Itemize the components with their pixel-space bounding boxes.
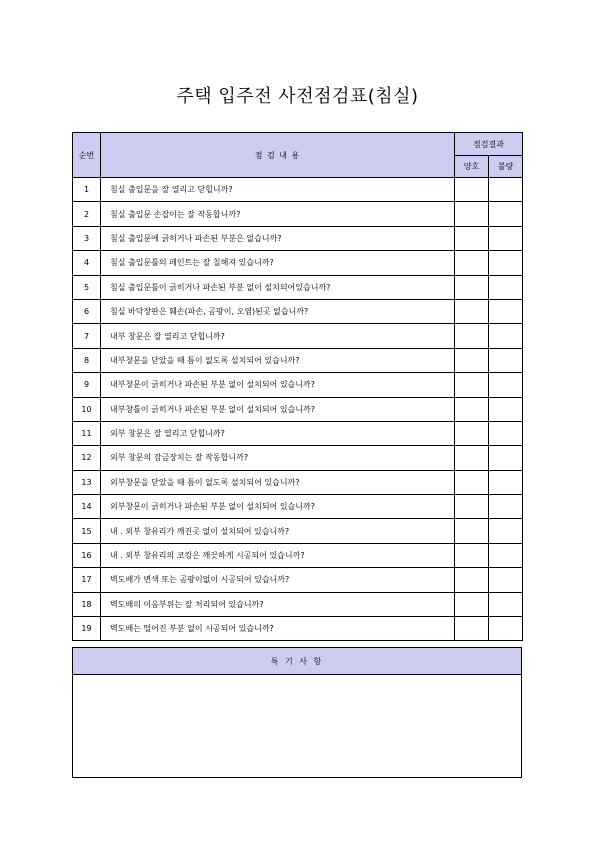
good-check-cell[interactable] [455,421,489,445]
good-check-cell[interactable] [455,324,489,348]
header-result: 점검결과 [455,133,523,156]
row-number: 9 [73,373,101,397]
good-check-cell[interactable] [455,543,489,567]
table-row [73,543,523,567]
table-row [73,275,523,299]
row-content: 벽도배가 변색 또는 곰팡이없이 시공되어 있습니까? [101,568,455,592]
table-row [73,202,523,226]
bad-check-cell[interactable] [489,470,523,494]
table-row [73,519,523,543]
row-content: 침실 출입문틀의 페인트는 잘 칠해져 있습니까? [101,251,455,275]
row-number: 13 [73,470,101,494]
bad-check-cell[interactable] [489,202,523,226]
table-row [73,373,523,397]
bad-check-cell[interactable] [489,495,523,519]
bad-check-cell[interactable] [489,617,523,641]
row-content: 침실 출입문을 잘 열리고 닫힙니까? [101,178,455,202]
row-content: 침실 출입문에 긁히거나 파손된 부분은 없습니까? [101,226,455,250]
row-content: 침실 출입문틀이 긁히거나 파손된 부분 없이 설치되어있습니까? [101,275,455,299]
good-check-cell[interactable] [455,592,489,616]
row-content: 내 . 외부 창유리가 깨진곳 없이 설치되어 있습니까? [101,519,455,543]
row-number: 7 [73,324,101,348]
good-check-cell[interactable] [455,617,489,641]
bad-check-cell[interactable] [489,373,523,397]
good-check-cell[interactable] [455,446,489,470]
row-number: 5 [73,275,101,299]
row-number: 15 [73,519,101,543]
table-row [73,446,523,470]
bad-check-cell[interactable] [489,226,523,250]
row-content: 침실 출입문 손잡이는 잘 작동합니까? [101,202,455,226]
good-check-cell[interactable] [455,373,489,397]
bad-check-cell[interactable] [489,397,523,421]
table-row [73,617,523,641]
table-row [73,592,523,616]
row-number: 1 [73,178,101,202]
bad-check-cell[interactable] [489,275,523,299]
good-check-cell[interactable] [455,495,489,519]
notes-field[interactable] [73,675,522,778]
bad-check-cell[interactable] [489,446,523,470]
row-number: 19 [73,617,101,641]
row-content: 내부창문이 긁히거나 파손된 부분 없이 설치되어 있습니까? [101,373,455,397]
good-check-cell[interactable] [455,397,489,421]
row-number: 11 [73,421,101,445]
table-row [73,421,523,445]
good-check-cell[interactable] [455,568,489,592]
bad-check-cell[interactable] [489,251,523,275]
bad-check-cell[interactable] [489,592,523,616]
table-row [73,495,523,519]
good-check-cell[interactable] [455,470,489,494]
header-content: 점 검 내 용 [101,133,455,178]
bad-check-cell[interactable] [489,568,523,592]
row-content: 내 . 외부 창유리의 코킹은 깨끗하게 시공되어 있습니까? [101,543,455,567]
table-row [73,397,523,421]
row-number: 4 [73,251,101,275]
row-number: 8 [73,348,101,372]
good-check-cell[interactable] [455,348,489,372]
bad-check-cell[interactable] [489,519,523,543]
table-row [73,470,523,494]
bad-check-cell[interactable] [489,421,523,445]
table-row [73,226,523,250]
header-number: 순번 [73,133,101,178]
notes-table [72,647,522,778]
notes-header: 특 기 사 항 [73,648,522,675]
row-number: 12 [73,446,101,470]
row-number: 16 [73,543,101,567]
table-row [73,348,523,372]
header-good: 양호 [455,156,489,178]
bad-check-cell[interactable] [489,299,523,323]
row-number: 6 [73,299,101,323]
inspection-table [72,132,523,641]
table-row [73,178,523,202]
row-number: 17 [73,568,101,592]
table-row [73,324,523,348]
header-bad: 불량 [489,156,523,178]
table-body [73,178,523,641]
row-number: 10 [73,397,101,421]
good-check-cell[interactable] [455,275,489,299]
good-check-cell[interactable] [455,226,489,250]
good-check-cell[interactable] [455,299,489,323]
table-row [73,299,523,323]
row-content: 외부창문을 닫았을 때 틈이 없도록 설치되어 있습니까? [101,470,455,494]
row-content: 벽도배는 떨어진 부분 없이 시공되어 있습니까? [101,617,455,641]
row-number: 18 [73,592,101,616]
row-content: 외부 창문의 잠금장치는 잘 작동합니까? [101,446,455,470]
row-content: 벽도배의 이음부위는 잘 처리되어 있습니까? [101,592,455,616]
row-content: 내부창문을 닫았을 때 틈이 없도록 설치되어 있습니까? [101,348,455,372]
row-number: 2 [73,202,101,226]
good-check-cell[interactable] [455,251,489,275]
bad-check-cell[interactable] [489,324,523,348]
row-content: 외부창문이 긁히거나 파손된 부분 없이 설치되어 있습니까? [101,495,455,519]
page-title: 주택 입주전 사전점검표(침실) [176,86,419,107]
table-row [73,251,523,275]
row-content: 외부 창문은 잘 열리고 닫힙니까? [101,421,455,445]
row-content: 침실 바닥장판은 훼손(파손, 곰팡이, 오염)된곳 없습니까? [101,299,455,323]
good-check-cell[interactable] [455,202,489,226]
row-content: 내부 창문은 잘 열리고 닫힙니까? [101,324,455,348]
good-check-cell[interactable] [455,519,489,543]
bad-check-cell[interactable] [489,348,523,372]
bad-check-cell[interactable] [489,543,523,567]
bad-check-cell[interactable] [489,178,523,202]
table-row [73,568,523,592]
row-content: 내부창틀이 긁히거나 파손된 부분 없이 설치되어 있습니까? [101,397,455,421]
good-check-cell[interactable] [455,178,489,202]
row-number: 14 [73,495,101,519]
row-number: 3 [73,226,101,250]
